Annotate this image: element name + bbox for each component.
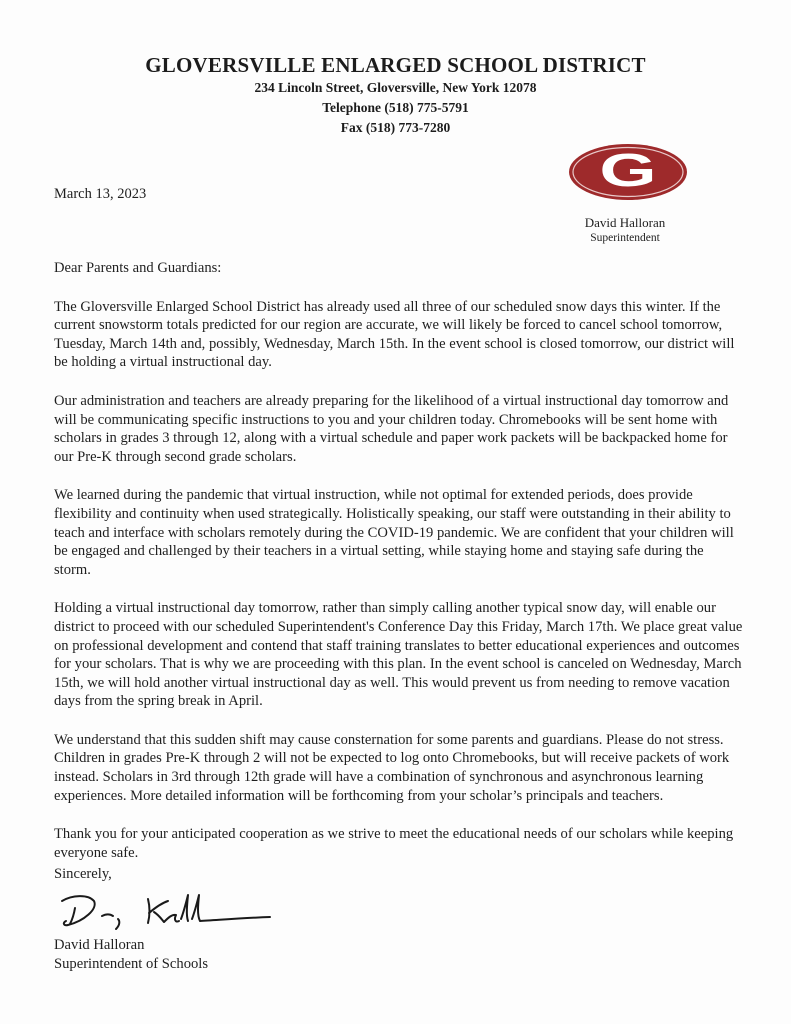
closing: Sincerely, [54, 866, 112, 882]
district-logo [567, 142, 689, 202]
superintendent-title: Superintendent [590, 232, 660, 244]
superintendent-block [560, 215, 690, 246]
salutation: Dear Parents and Guardians: [54, 260, 222, 276]
district-telephone: Telephone (518) 775-5791 [322, 100, 469, 115]
paragraph-conference-day: Holding a virtual instructional day tomorrow, rather than simply calling another typical snow day, will enable our district to proceed with our scheduled Superintendent's Conference Day this Friday, March 17th. We place great value on professional development and contend that staff training translates to better educational experiences and outcomes for your scholars. That is why we are proceeding with this plan. In the event school is canceled on Wednesday, March 15th, we will hold another virtual instructional day as well. This would prevent us from needing to remove vacation days from the spring break in April. [54, 600, 743, 710]
paragraph-understanding: We understand that this sudden shift may cause consternation for some parents and guardians. Please do not stress. Children in grades Pre-K through 2 will not be expected to log onto Chromebooks, but will receive packets of work instead. Scholars in 3rd through 12th grade will have a combination of synchronous and asynchronous learning experiences. More detailed information will be forthcoming from your scholar’s principals and teachers. [54, 731, 730, 804]
handwritten-signature [58, 885, 273, 933]
district-name: GLOVERSVILLE ENLARGED SCHOOL DISTRICT [145, 53, 646, 77]
letter-body [54, 259, 744, 882]
district-fax: Fax (518) 773-7280 [340, 120, 451, 135]
superintendent-name: David Halloran [584, 215, 666, 230]
paragraph-pandemic: We learned during the pandemic that virtual instruction, while not optimal for extended periods, does provide flexibility and continuity when used strategically. Holistically speaking, our staff were outstanding in their ability to teach and interface with scholars remotely during the COVID-19 pandemic. We are confident that your children will be engaged and challenged by their teachers in a virtual setting, while staying home and staying safe during the storm. [54, 487, 734, 578]
paragraph-thanks: Thank you for your anticipated cooperation as we strive to meet the educational needs of our scholars while keeping everyone safe. [54, 826, 734, 861]
signer-name: David Halloran [54, 937, 145, 953]
district-address: 234 Lincoln Street, Gloversville, New York 12078 [254, 80, 537, 95]
paragraph-snow-days: The Gloversville Enlarged School District has already used all three of our scheduled snow days this winter. If the current snowstorm totals predicted for our region are accurate, we will likely be forced to cancel school tomorrow, Tuesday, March 14th and, possibly, Wednesday, March 15th. In the event school is closed tomorrow, our district will be holding a virtual instructional day. [54, 298, 735, 371]
logo-letter: G [599, 144, 657, 197]
signer-block [54, 936, 208, 974]
signer-title: Superintendent of Schools [54, 956, 209, 972]
paragraph-preparation: Our administration and teachers are already preparing for the likelihood of a virtual instructional day tomorrow and will be communicating specific instructions to you and your children today. Chromebooks will be sent home with scholars in grades 3 through 12, along with a virtual schedule and paper work packets will be backpacked home for our Pre-K through second grade scholars. [54, 392, 729, 465]
letter-date: March 13, 2023 [54, 186, 147, 202]
letterhead [0, 52, 791, 138]
